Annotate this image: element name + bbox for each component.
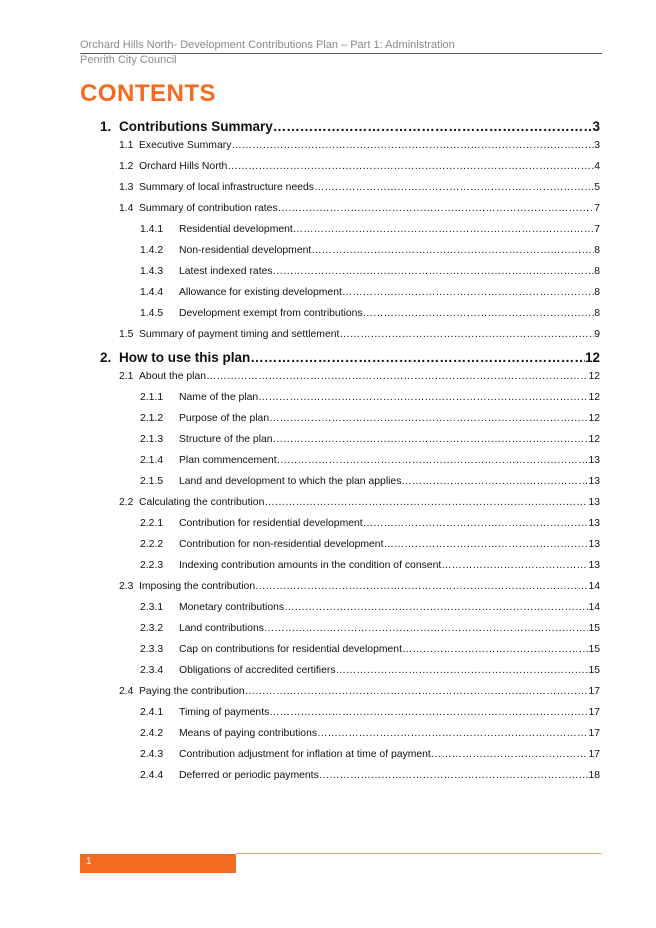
toc-entry-page: 13 [588,497,600,508]
toc-subsubsection-entry[interactable] [140,602,600,616]
toc-entry-label: Contributions Summary [119,119,273,134]
toc-entry-number: 1. [100,119,112,134]
toc-subsection-entry[interactable] [119,686,600,700]
toc-subsubsection-entry[interactable] [140,749,600,763]
toc-dot-leader [314,182,594,193]
toc-entry-page: 4 [594,161,600,172]
toc-subsubsection-entry[interactable] [140,476,600,490]
toc-subsubsection-entry[interactable] [140,623,600,637]
toc-subsection-entry[interactable] [119,161,600,175]
toc-entry-label: Executive Summary [139,140,232,151]
toc-entry-page: 12 [588,413,600,424]
toc-entry-label: Land contributions [179,623,264,634]
toc-entry-page: 18 [588,770,600,781]
toc-subsubsection-entry[interactable] [140,728,600,742]
toc-entry-page: 13 [588,476,600,487]
toc-entry-page: 15 [588,644,600,655]
toc-entry-page: 12 [588,371,600,382]
toc-dot-leader [258,392,588,403]
toc-entry-label: Paying the contribution [139,686,245,697]
toc-dot-leader [269,707,588,718]
toc-entry-number: 2.1.3 [140,434,164,445]
toc-dot-leader [431,749,589,760]
toc-entry-label: Plan commencement [179,455,277,466]
toc-entry-label: Imposing the contribution [139,581,256,592]
toc-dot-leader [250,350,585,365]
toc-subsubsection-entry[interactable] [140,287,600,301]
toc-entry-label: Obligations of accredited certifiers [179,665,336,676]
toc-entry-page: 13 [588,560,600,571]
toc-entry-number: 1.4 [119,203,134,214]
running-header-organisation: Penrith City Council [80,54,177,66]
toc-entry-label: Indexing contribution amounts in the condition of consent [179,560,442,571]
toc-entry-page: 12 [588,392,600,403]
toc-subsection-entry[interactable] [119,140,600,154]
toc-entry-number: 1.2 [119,161,134,172]
toc-entry-number: 2.4.3 [140,749,164,760]
toc-entry-number: 2.3.2 [140,623,164,634]
page-title: CONTENTS [80,80,216,107]
toc-dot-leader [293,224,594,235]
toc-dot-leader [255,581,588,592]
toc-entry-label: Allowance for existing development [179,287,342,298]
toc-entry-label: Calculating the contribution [139,497,265,508]
toc-entry-page: 7 [594,203,600,214]
toc-entry-label: Name of the plan [179,392,259,403]
footer-divider [236,853,602,854]
toc-entry-label: Deferred or periodic payments [179,770,319,781]
toc-entry-page: 15 [588,665,600,676]
toc-entry-number: 2.1 [119,371,134,382]
toc-entry-number: 2.1.4 [140,455,164,466]
toc-subsection-entry[interactable] [119,182,600,196]
toc-entry-number: 2.4.4 [140,770,164,781]
running-header-title: Orchard Hills North- Development Contributions Plan – Part 1: Administration [80,39,455,51]
toc-entry-page: 8 [594,266,600,277]
toc-entry-label: Latest indexed rates [179,266,273,277]
toc-entry-label: Purpose of the plan [179,413,270,424]
toc-subsubsection-entry[interactable] [140,518,600,532]
toc-subsection-entry[interactable] [119,497,600,511]
toc-entry-page: 8 [594,308,600,319]
toc-entry-label: Summary of local infrastructure needs [139,182,314,193]
toc-entry-page: 17 [588,686,600,697]
toc-entry-number: 1.3 [119,182,134,193]
toc-dot-leader [245,686,589,697]
toc-entry-number: 2.2.1 [140,518,164,529]
toc-entry-number: 2.1.5 [140,476,164,487]
toc-subsubsection-entry[interactable] [140,665,600,679]
toc-entry-page: 13 [588,455,600,466]
toc-entry-page: 7 [594,224,600,235]
toc-dot-leader [231,140,594,151]
toc-entry-label: Land and development to which the plan applies [179,476,402,487]
toc-entry-number: 1.1 [119,140,134,151]
toc-subsubsection-entry[interactable] [140,392,600,406]
toc-entry-page: 5 [594,182,600,193]
toc-dot-leader [273,434,589,445]
toc-dot-leader [264,623,589,634]
toc-dot-leader [264,497,588,508]
toc-subsubsection-entry[interactable] [140,245,600,259]
toc-entry-page: 12 [588,434,600,445]
toc-entry-page: 15 [588,623,600,634]
toc-dot-leader [363,308,595,319]
toc-entry-page: 8 [594,245,600,256]
toc-entry-label: Structure of the plan [179,434,273,445]
toc-subsubsection-entry[interactable] [140,266,600,280]
toc-dot-leader [383,539,588,550]
toc-entry-number: 2.3.3 [140,644,164,655]
toc-dot-leader [401,476,588,487]
toc-entry-page: 8 [594,287,600,298]
toc-entry-label: Means of paying contributions [179,728,318,739]
toc-entry-number: 2. [100,350,112,365]
toc-entry-label: Timing of payments [179,707,270,718]
toc-entry-page: 3 [592,119,600,134]
toc-dot-leader [206,371,588,382]
toc-entry-label: Monetary contributions [179,602,285,613]
toc-section-entry[interactable] [100,119,600,137]
toc-dot-leader [311,245,594,256]
toc-dot-leader [277,455,589,466]
toc-dot-leader [319,770,589,781]
toc-entry-label: About the plan [139,371,207,382]
toc-entry-number: 1.4.5 [140,308,164,319]
toc-section-entry[interactable] [100,350,600,368]
toc-entry-number: 2.4.1 [140,707,164,718]
toc-subsubsection-entry[interactable] [140,539,600,553]
toc-entry-page: 12 [584,350,600,365]
toc-entry-label: Non-residential development [179,245,312,256]
toc-entry-label: Summary of payment timing and settlement [139,329,340,340]
toc-entry-number: 2.3.1 [140,602,164,613]
toc-entry-page: 17 [588,749,600,760]
toc-entry-number: 2.3.4 [140,665,164,676]
toc-dot-leader [336,665,589,676]
toc-entry-number: 1.4.2 [140,245,164,256]
toc-entry-label: Contribution for residential development [179,518,363,529]
toc-entry-label: Residential development [179,224,293,235]
toc-entry-label: How to use this plan [119,350,251,365]
toc-entry-page: 14 [588,602,600,613]
toc-subsubsection-entry[interactable] [140,308,600,322]
toc-entry-number: 2.4 [119,686,134,697]
toc-entry-number: 1.4.3 [140,266,164,277]
toc-dot-leader [227,161,594,172]
toc-entry-page: 13 [588,539,600,550]
toc-entry-page: 17 [588,728,600,739]
toc-entry-page: 9 [594,329,600,340]
toc-subsection-entry[interactable] [119,581,600,595]
toc-entry-label: Contribution adjustment for inflation at time of payment [179,749,431,760]
toc-dot-leader [278,203,595,214]
toc-dot-leader [441,560,588,571]
toc-subsubsection-entry[interactable] [140,770,600,784]
toc-entry-page: 17 [588,707,600,718]
toc-subsection-entry[interactable] [119,371,600,385]
toc-subsubsection-entry[interactable] [140,224,600,238]
toc-dot-leader [269,413,588,424]
toc-entry-number: 2.3 [119,581,134,592]
toc-entry-number: 2.2.3 [140,560,164,571]
toc-subsubsection-entry[interactable] [140,707,600,721]
toc-entry-number: 2.1.2 [140,413,164,424]
toc-entry-page: 14 [588,581,600,592]
toc-dot-leader [363,518,589,529]
toc-subsubsection-entry[interactable] [140,413,600,427]
toc-subsubsection-entry[interactable] [140,434,600,448]
toc-entry-number: 2.2 [119,497,134,508]
toc-entry-label: Contribution for non-residential development [179,539,384,550]
toc-entry-label: Orchard Hills North [139,161,228,172]
toc-entry-number: 2.4.2 [140,728,164,739]
toc-dot-leader [317,728,588,739]
toc-entry-number: 1.4.4 [140,287,164,298]
toc-dot-leader [402,644,588,655]
toc-entry-label: Development exempt from contributions [179,308,363,319]
toc-subsubsection-entry[interactable] [140,560,600,574]
toc-entry-number: 1.4.1 [140,224,164,235]
toc-subsection-entry[interactable] [119,203,600,217]
toc-entry-number: 2.2.2 [140,539,164,550]
toc-dot-leader [342,287,594,298]
toc-dot-leader [284,602,588,613]
toc-entry-page: 13 [588,518,600,529]
toc-entry-number: 1.5 [119,329,134,340]
toc-entry-page: 3 [594,140,600,151]
footer-page-tab [80,854,236,873]
toc-subsection-entry[interactable] [119,329,600,343]
page-number: 1 [86,856,92,867]
toc-dot-leader [273,119,593,134]
toc-dot-leader [273,266,595,277]
toc-subsubsection-entry[interactable] [140,644,600,658]
toc-subsubsection-entry[interactable] [140,455,600,469]
toc-dot-leader [339,329,594,340]
toc-entry-label: Summary of contribution rates [139,203,278,214]
toc-entry-number: 2.1.1 [140,392,164,403]
toc-entry-label: Cap on contributions for residential development [179,644,402,655]
